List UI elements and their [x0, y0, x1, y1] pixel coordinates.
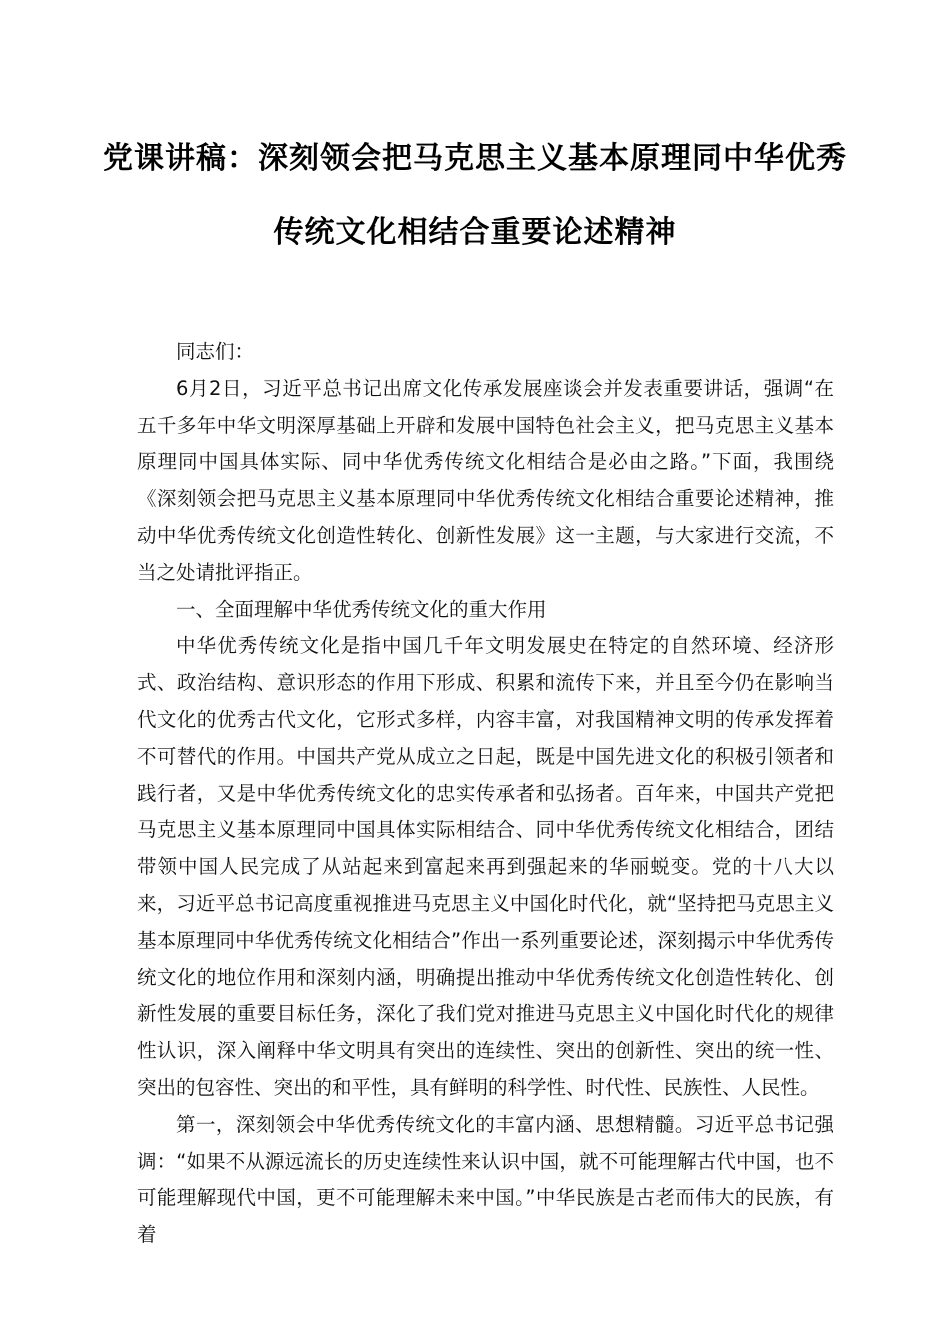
paragraph-intro: 6月2日，习近平总书记出席文化传承发展座谈会并发表重要讲话，强调“在五千多年中华文明深厚基础上开辟和发展中国特色社会主义，把马克思主义基本原理同中国具体实际、同中华优秀传统文化相结合是必由之路。”下面，我围绕《深刻领会把马克思主义基本原理同中华优秀传统文化相结合重要论述精神，推动中华优秀传统文化创造性转化、创新性发展》这一主题，与大家进行交流，不当之处请批评指正。: [137, 376, 834, 584]
document-title-line-2: 传统文化相结合重要论述精神: [273, 215, 677, 250]
document-body: [137, 334, 834, 1254]
salutation: 同志们：: [176, 340, 255, 363]
document-title-line-1: 党课讲稿：深刻领会把马克思主义基本原理同中华优秀: [103, 141, 847, 176]
paragraph-section-1: 中华优秀传统文化是指中国几千年文明发展史在特定的自然环境、经济形式、政治结构、意识形态的作用下形成、积累和流传下来，并且至今仍在影响当代文化的优秀古代文化，它形式多样，内容丰富，对我国精神文明的传承发挥着不可替代的作用。中国共产党从成立之日起，既是中国先进文化的积极引领者和践行者，又是中华优秀传统文化的忠实传承者和弘扬者。百年来，中国共产党把马克思主义基本原理同中国具体实际相结合、同中华优秀传统文化相结合，团结带领中国人民完成了从站起来到富起来再到强起来的华丽蜕变。党的十八大以来，习近平总书记高度重视推进马克思主义中国化时代化，就“坚持把马克思主义基本原理同中华优秀传统文化相结合”作出一系列重要论述，深刻揭示中华优秀传统文化的地位作用和深刻内涵，明确提出推动中华优秀传统文化创造性转化、创新性发展的重要目标任务，深化了我们党对推进马克思主义中国化时代化的规律性认识，深入阐释中华文明具有突出的连续性、突出的创新性、突出的统一性、突出的包容性、突出的和平性，具有鲜明的科学性、时代性、民族性、人民性。: [137, 634, 834, 1099]
section-heading-1: 一、全面理解中华优秀传统文化的重大作用: [176, 597, 547, 621]
paragraph-first-point: 第一，深刻领会中华优秀传统文化的丰富内涵、思想精髓。习近平总书记强调：“如果不从源远流长的历史连续性来认识中国，就不可能理解古代中国，也不可能理解现代中国，更不可能理解未来中国。”中华民族是古老而伟大的民族，有着: [137, 1112, 834, 1247]
